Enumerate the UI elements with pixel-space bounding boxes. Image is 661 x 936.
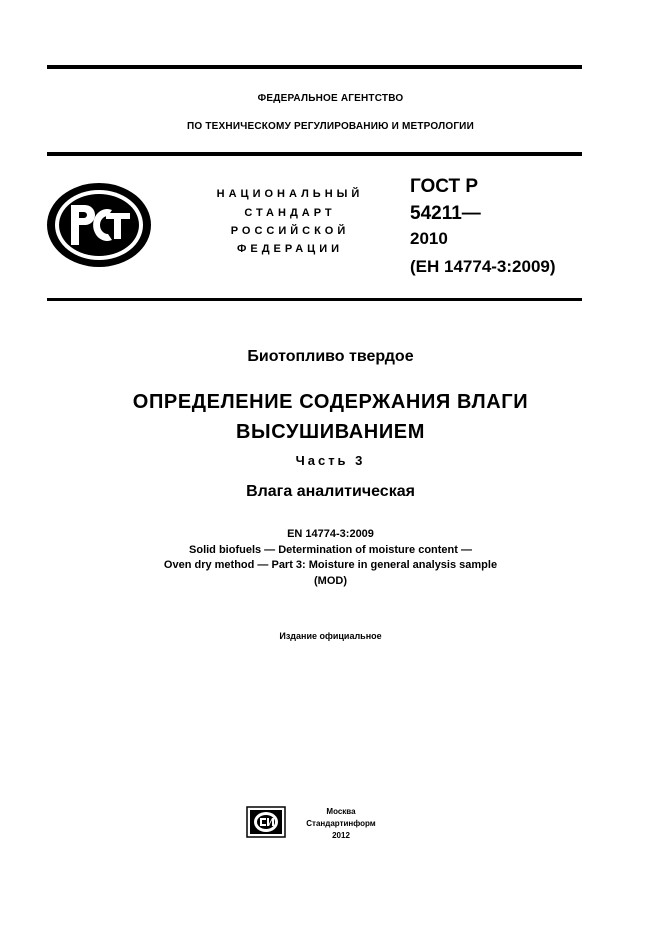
top-rule [47,65,582,69]
designation-line-3: 2010 [410,229,448,248]
standard-type-line-1: НАЦИОНАЛЬНЫЙ [216,188,364,200]
agency-line-2: ПО ТЕХНИЧЕСКОМУ РЕГУЛИРОВАНИЮ И МЕТРОЛОГИИ [187,121,474,132]
header-rule [47,152,582,156]
document-subtitle: Биотопливо твердое [247,348,414,365]
standard-type-line-2: СТАНДАРТ [244,207,336,219]
document-title-line-2: ВЫСУШИВАНИЕМ [235,421,426,443]
designation-line-4: (ЕН 14774-3:2009) [410,257,556,276]
edition-label: Издание официальное [279,631,382,641]
standard-type-line-4: ФЕДЕРАЦИИ [236,243,344,255]
designation-rule [47,298,582,301]
publisher-city: Москва [326,807,356,816]
part-number: Часть 3 [295,453,366,468]
agency-line-1: ФЕДЕРАЛЬНОЕ АГЕНТСТВО [257,93,404,104]
publisher-year: 2012 [332,831,350,840]
standard-type-line-3: РОССИЙСКОЙ [230,225,350,237]
standartinform-logo-icon [246,806,286,838]
part-title: Влага аналитическая [246,483,415,500]
document-title-line-1: ОПРЕДЕЛЕНИЕ СОДЕРЖАНИЯ ВЛАГИ [132,391,529,413]
english-ref-line-4: (MOD) [314,575,347,587]
english-ref-line-2: Solid biofuels — Determination of moisture content — [189,544,472,556]
english-ref-line-3: Oven dry method — Part 3: Moisture in general analysis sample [163,559,498,571]
english-ref-line-1: EN 14774-3:2009 [287,528,374,540]
designation-line-2: 54211— [410,203,481,224]
rst-logo-icon [44,180,154,270]
designation-line-1: ГОСТ Р [410,176,479,197]
publisher-name: Стандартинформ [306,819,376,828]
